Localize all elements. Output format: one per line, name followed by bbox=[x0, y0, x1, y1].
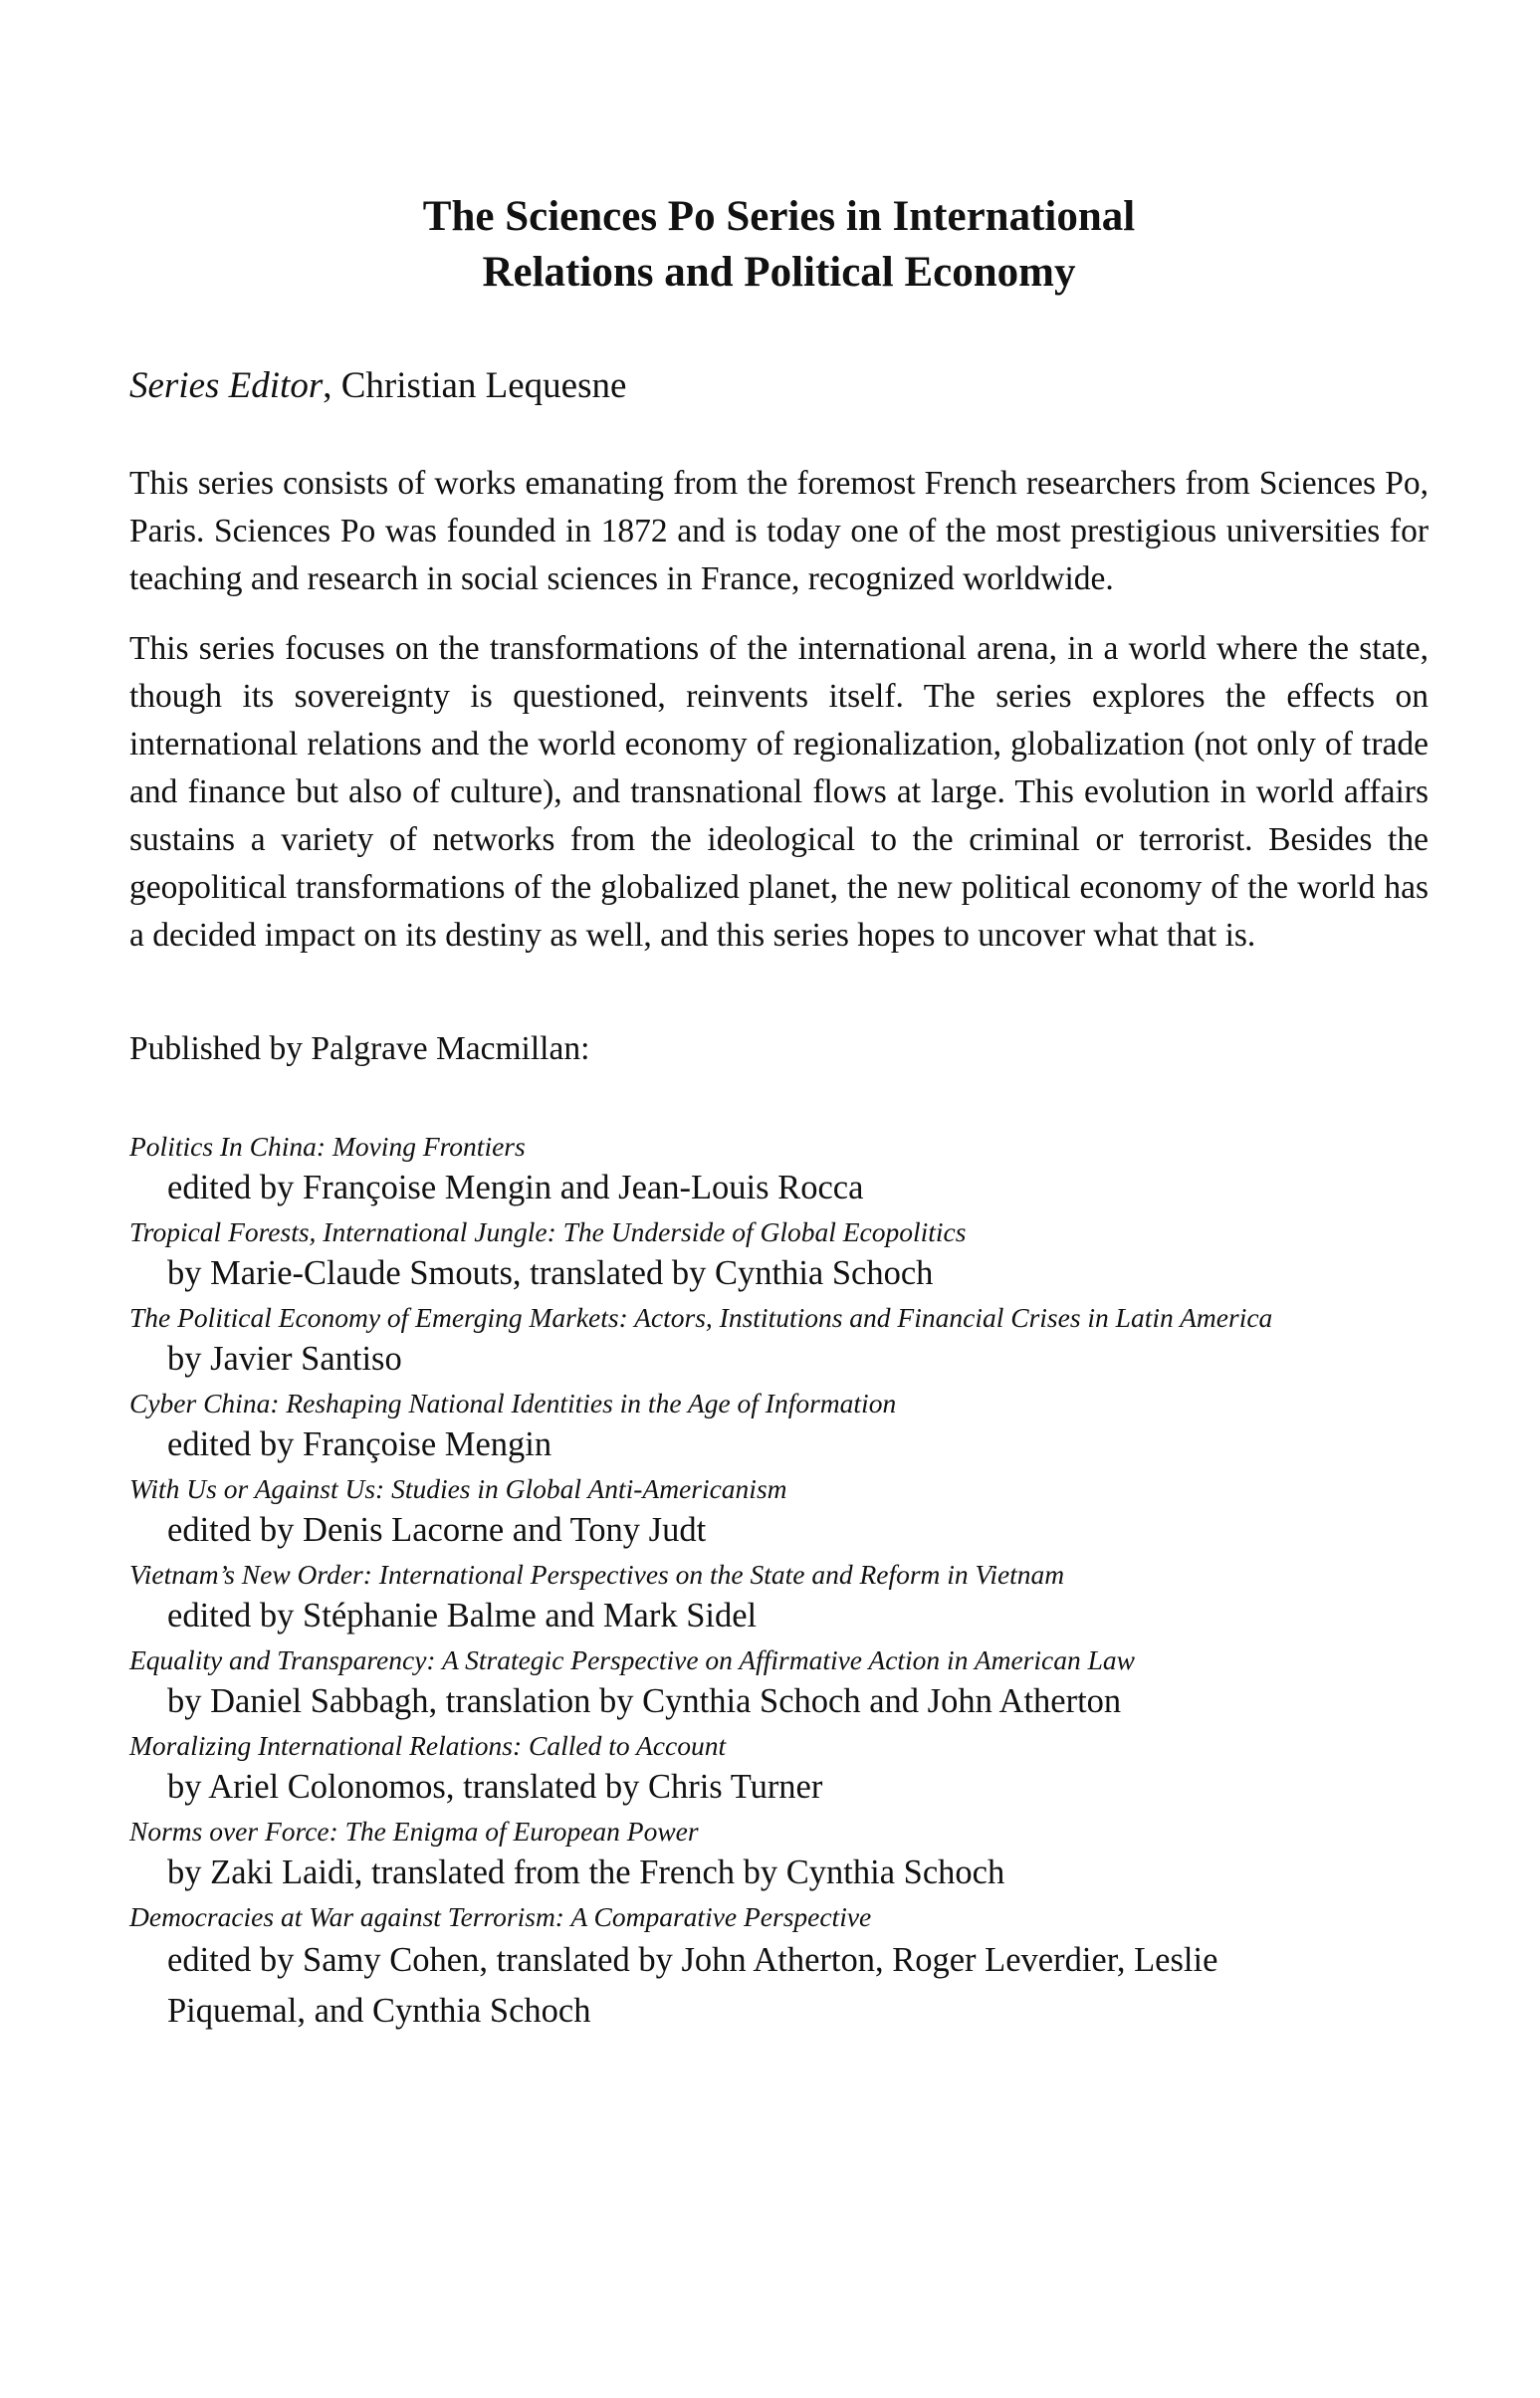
book-list bbox=[129, 1129, 1429, 2037]
book-credit-3: by Javier Santiso bbox=[167, 1340, 402, 1378]
book-credit-9: by Zaki Laidi, translated from the French by Cynthia Schoch bbox=[167, 1853, 1005, 1891]
published-heading: Published by Palgrave Macmillan: bbox=[129, 1030, 590, 1067]
book-credit-5: edited by Denis Lacorne and Tony Judt bbox=[167, 1511, 707, 1549]
book-title-5: With Us or Against Us: Studies in Global Anti-Americanism bbox=[129, 1473, 787, 1504]
series-title bbox=[129, 189, 1429, 301]
book-title-4: Cyber China: Reshaping National Identities in the Age of Information bbox=[129, 1388, 897, 1418]
book-title-10: Democracies at War against Terrorism: A Comparative Perspective bbox=[129, 1901, 872, 1932]
book-credit-2: by Marie-Claude Smouts, translated by Cynthia Schoch bbox=[167, 1254, 934, 1292]
book-title-8: Moralizing International Relations: Called to Account bbox=[129, 1730, 727, 1761]
book-credit-10: edited by Samy Cohen, translated by John Atherton, Roger Leverdier, Leslie Piquemal, and Cynthia Schoch bbox=[167, 1941, 1218, 2030]
book-credit-7: by Daniel Sabbagh, translation by Cynthia Schoch and John Atherton bbox=[167, 1682, 1122, 1720]
description-paragraph-1: This series consists of works emanating from the foremost French researchers from Sciences Po, Paris. Sciences Po was founded in 1872 and is today one of the most prestigious universities for teaching and research in social sciences in France, recognized worldwide. bbox=[129, 465, 1429, 597]
book-title-2: Tropical Forests, International Jungle: The Underside of Global Ecopolitics bbox=[129, 1216, 967, 1247]
series-title-line-2: Relations and Political Economy bbox=[482, 249, 1076, 296]
series-editor-label: Series Editor bbox=[129, 365, 324, 406]
book-title-9: Norms over Force: The Enigma of European Power bbox=[129, 1816, 699, 1847]
series-editor bbox=[129, 362, 1429, 410]
book-credit-6: edited by Stéphanie Balme and Mark Sidel bbox=[167, 1597, 758, 1635]
book-title-3: The Political Economy of Emerging Markets: Actors, Institutions and Financial Crises in Latin America bbox=[129, 1302, 1273, 1333]
book-title-1: Politics In China: Moving Frontiers bbox=[129, 1131, 526, 1162]
book-title-6: Vietnam’s New Order: International Perspectives on the State and Reform in Vietnam bbox=[129, 1559, 1065, 1590]
book-credit-8: by Ariel Colonomos, translated by Chris Turner bbox=[167, 1768, 823, 1806]
book-title-7: Equality and Transparency: A Strategic Perspective on Affirmative Action in American Law bbox=[129, 1644, 1135, 1675]
book-credit-1: edited by Françoise Mengin and Jean-Louis Rocca bbox=[167, 1169, 864, 1206]
series-page bbox=[129, 189, 1429, 2041]
series-title-line-1: The Sciences Po Series in International bbox=[422, 193, 1136, 240]
description-paragraph-2: This series focuses on the transformations of the international arena, in a world where the state, though its sovereignty is questioned, reinvents itself. The series explores the effects on international relations and the world economy of regionalization, globalization (not only of trade and finance but also of culture), and transnational flows at large. This evolution in world affairs sustains a variety of networks from the ideological to the criminal or terrorist. Besides the geopolitical transformations of the globalized planet, the new political economy of the world has a decided impact on its destiny as well, and this series hopes to uncover what that is. bbox=[129, 630, 1429, 954]
series-editor-name: , Christian Lequesne bbox=[323, 365, 627, 406]
book-credit-4: edited by Françoise Mengin bbox=[167, 1425, 552, 1463]
